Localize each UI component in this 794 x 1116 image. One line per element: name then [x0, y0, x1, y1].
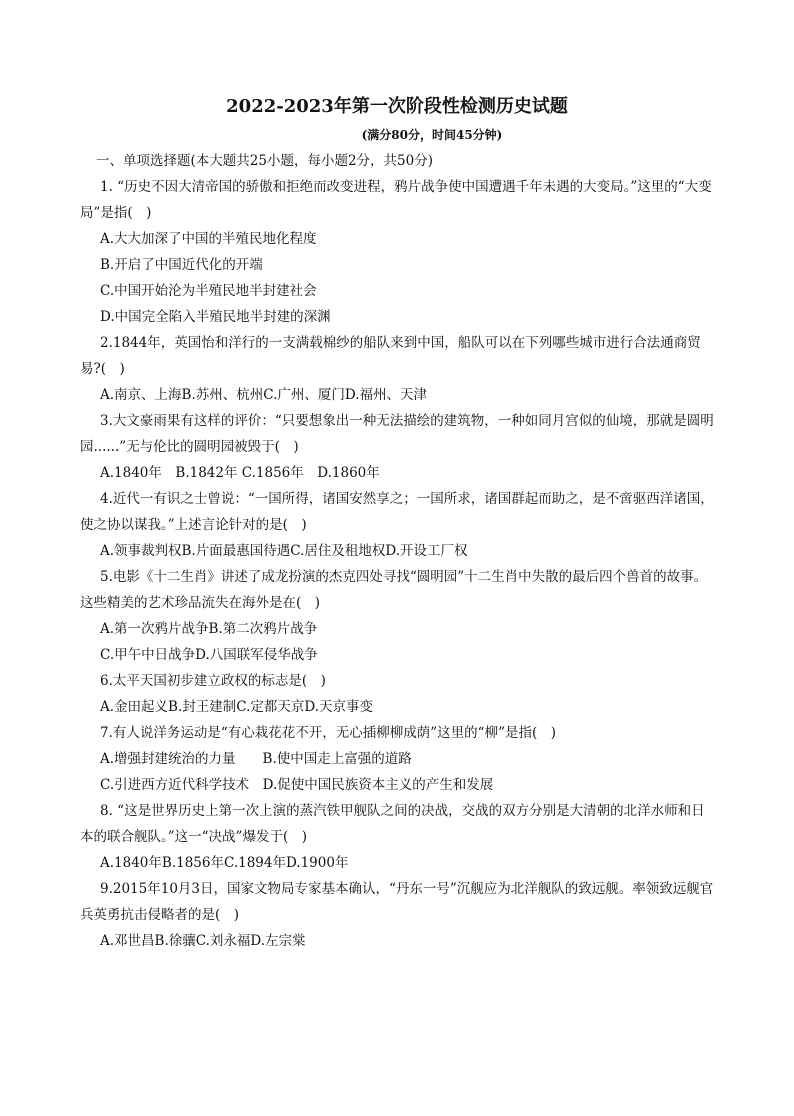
question-1 — [80, 174, 714, 330]
answer-options-line: A.大大加深了中国的半殖民地化程度 — [100, 231, 317, 247]
question-stem: 9.2015年10月3日，国家文物局专家基本确认，“丹东一号”沉舰应为北洋舰队的致远舰。率领致远舰官兵英勇抗击侵略者的是( ) — [80, 881, 714, 923]
answer-options-line: A.第一次鸦片战争B.第二次鸦片战争 — [100, 621, 318, 637]
question-5 — [80, 564, 714, 668]
exam-subtitle: (满分80分，时间45分钟) — [361, 128, 503, 142]
answer-options-line: A.1840年B.1856年C.1894年D.1900年 — [100, 855, 349, 871]
question-2 — [80, 330, 714, 408]
question-list — [80, 174, 714, 954]
answer-options-line: A.1840年 B.1842年 C.1856年 D.1860年 — [100, 465, 380, 481]
section-heading: 一、单项选择题(本大题共25小题，每小题2分，共50分) — [96, 153, 433, 169]
answer-options-line: B.开启了中国近代化的开端 — [100, 257, 263, 273]
answer-options-line: A.南京、上海B.苏州、杭州C.广州、厦门D.福州、天津 — [100, 387, 428, 403]
question-stem: 2.1844年，英国怡和洋行的一支满载棉纱的船队来到中国，船队可以在下列哪些城市进行合法通商贸易?( ) — [80, 335, 701, 377]
answer-options-line: A.金田起义B.封王建制C.定都天京D.天京事变 — [100, 699, 374, 715]
question-stem: 6.太平天国初步建立政权的标志是( ) — [100, 673, 326, 689]
answer-options-line: C.中国开始沦为半殖民地半封建社会 — [100, 283, 317, 299]
answer-options-line: C.引进西方近代科学技术 D.促使中国民族资本主义的产生和发展 — [100, 777, 494, 793]
answer-options-line: C.甲午中日战争D.八国联军侵华战争 — [100, 647, 318, 663]
answer-options-line: A.增强封建统治的力量 B.使中国走上富强的道路 — [100, 751, 412, 767]
question-3 — [80, 408, 714, 486]
exam-title: 2022-2023年第一次阶段性检测历史试题 — [226, 96, 568, 117]
question-6 — [80, 668, 714, 720]
question-stem: 5.电影《十二生肖》讲述了成龙扮演的杰克四处寻找“圆明园”十二生肖中失散的最后四个兽首的故事。这些精美的艺术珍品流失在海外是在( ) — [80, 569, 708, 611]
answer-options-line: A.领事裁判权B.片面最惠国待遇C.居住及租地权D.开设工厂权 — [100, 543, 468, 559]
question-stem: 8. “这是世界历史上第一次上演的蒸汽铁甲舰队之间的决战，交战的双方分别是大清朝的北洋水师和日本的联合舰队。”这一“决战”爆发于( ) — [80, 803, 705, 845]
question-stem: 4.近代一有识之士曾说：“一国所得，诸国安然享之；一国所求，诸国群起而助之，是不啻驱西洋诸国，使之协以谋我。”上述言论针对的是( ) — [80, 491, 714, 533]
question-4 — [80, 486, 714, 564]
question-stem: 3.大文豪雨果有这样的评价：“只要想象出一种无法描绘的建筑物，一种如同月宫似的仙境，那就是圆明园......”无与伦比的圆明园被毁于( ) — [80, 413, 714, 455]
question-7 — [80, 720, 714, 798]
question-stem: 7.有人说洋务运动是“有心栽花花不开，无心插柳柳成荫”这里的“柳”是指( ) — [100, 725, 557, 741]
answer-options-line: D.中国完全陷入半殖民地半封建的深渊 — [100, 309, 331, 325]
question-9 — [80, 876, 714, 954]
question-8 — [80, 798, 714, 876]
answer-options-line: A.邓世昌B.徐骧C.刘永福D.左宗棠 — [100, 933, 306, 949]
question-stem: 1. “历史不因大清帝国的骄傲和拒绝而改变进程，鸦片战争使中国遭遇千年未遇的大变局。”这里的“大变局”是指( ) — [80, 179, 712, 221]
